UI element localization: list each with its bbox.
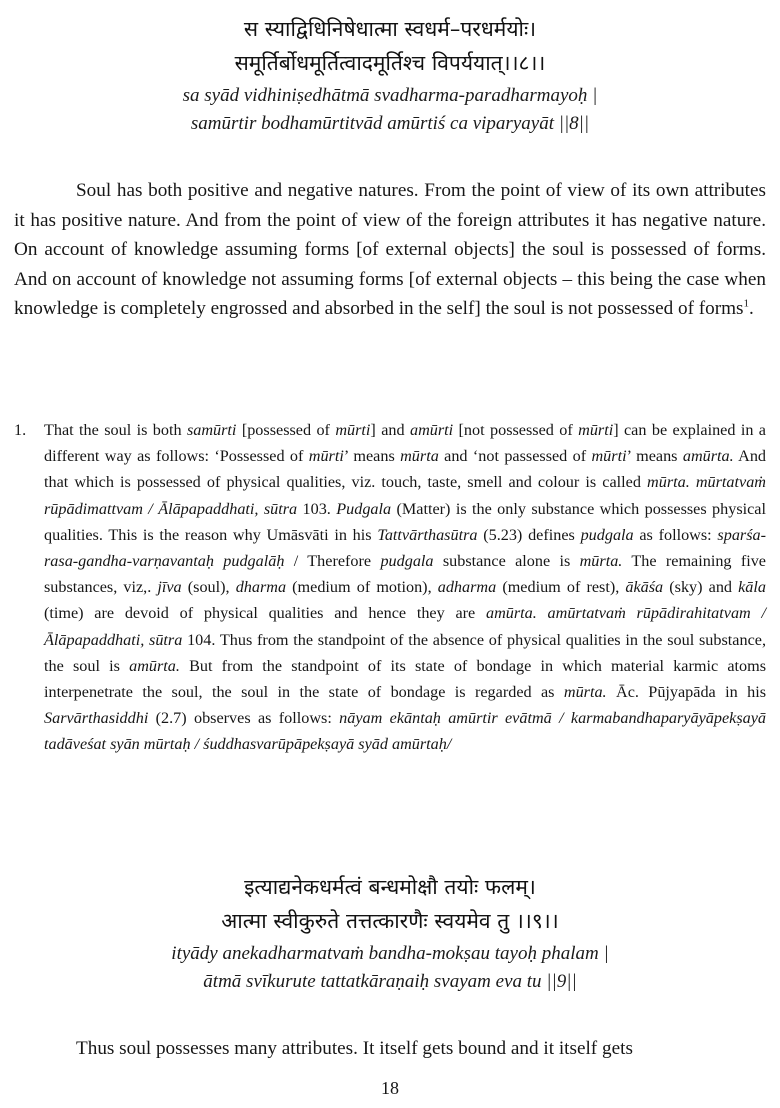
footnote-text-segment: 104. Thus from the standpoint of the absence of physical qualities in the soul substance, the soul is [44, 630, 766, 675]
verse-8-devanagari-line-1: स स्याद्विधिनिषेधात्मा स्वधर्म–परधर्मयोः। [243, 17, 537, 41]
footnote-italic-term: amūrta. [129, 656, 180, 675]
footnote-italic-term: mūrti [308, 447, 344, 466]
footnote-text [44, 417, 766, 758]
footnote-italic-term: mūrti [335, 421, 371, 439]
paragraph-2 [14, 1034, 766, 1064]
footnote-italic-term: ākāśa [625, 578, 664, 597]
verse-8-transliteration-line-2: samūrtir bodhamūrtitvād amūrtiś ca viparyayāt ||8|| [190, 113, 590, 134]
verse-8-devanagari-line-2: समूर्तिर्बोधमूर्तित्वादमूर्तिश्च विपर्ययात्।।८।। [234, 51, 546, 75]
footnote-text-segment: (soul), [181, 578, 236, 597]
footnote-text-segment: ] can be explained in a different way as follows: ‘Possessed of [44, 421, 766, 466]
footnote-reference: 1 [743, 297, 750, 310]
footnote-text-segment: and ‘not passessed of [438, 447, 592, 466]
footnote-text-segment: as follows: [633, 525, 718, 544]
footnote-text-segment: ] and [370, 421, 410, 439]
verse-9-transliteration-line-1: ityādy anekadharmatvaṁ bandha-mokṣau tayoḥ phalam | [171, 943, 609, 964]
footnote-text-segment: The remaining five substances, viz,. [44, 552, 766, 597]
footnote-italic-term: pudgala [580, 525, 634, 544]
footnote-italic-term: Pudgala [336, 499, 392, 518]
footnote-italic-term: mūrti [591, 447, 627, 466]
footnote-text-segment: (5.23) defines [477, 525, 581, 544]
footnote-italic-term: amūrti [409, 421, 454, 439]
verse-9 [0, 870, 780, 996]
footnote-italic-term: mūrti [578, 421, 614, 439]
verse-9-devanagari-line-1: इत्याद्यनेकधर्मत्वं बन्धमोक्षौ तयोः फलम्। [244, 875, 536, 899]
footnote-text-segment: (medium of rest), [496, 578, 626, 597]
page-number: 18 [381, 1078, 399, 1098]
verse-9-devanagari-line-2: आत्मा स्वीकुरुते तत्तत्कारणैः स्वयमेव तु ।।९।। [221, 909, 559, 933]
footnote-text-segment: (Matter) is the only substance which possesses physical qualities. This is the reason why Umāsvāti in his [44, 499, 766, 544]
footnote-italic-term: adharma [437, 578, 497, 597]
footnote-italic-term: jīva [157, 578, 182, 597]
verse-9-transliteration-line-2: ātmā svīkurute tattatkāraṇaiḥ svayam eva tu ||9|| [203, 971, 577, 992]
footnote-italic-term: mūrta. mūrtatvaṁ rūpādimattvam / Ālāpapaddhati, sūtra [44, 473, 766, 518]
footnote-italic-term: mūrta. [579, 552, 623, 571]
footnote-text-segment: substance alone is [433, 552, 580, 571]
footnote-italic-term: Sarvārthasiddhi [44, 709, 149, 728]
verse-8-transliteration-line-1: sa syād vidhiniṣedhātmā svadharma-paradharmayoḥ | [182, 85, 598, 106]
footnote-italic-term: sparśa-rasa-gandha-varṇavantaḥ pudgalāḥ [44, 525, 766, 571]
paragraph-1 [14, 176, 766, 324]
footnote-text-segment: (time) are devoid of physical qualities and hence they are [44, 604, 486, 623]
footnote-text-segment: / Therefore [284, 552, 381, 571]
footnote-text-segment: But from the standpoint of its state of bondage in which material karmic atoms interpenetrate the soul, the soul in the state of bondage is regarded as [44, 656, 766, 702]
footnote-italic-term: mūrta [400, 447, 439, 466]
footnote-italic-term: samūrti [186, 421, 237, 439]
footnote-text-segment: ’ means [343, 447, 401, 466]
footnote-text-segment: And that which is possessed of physical qualities, viz. touch, taste, smell and colour is called [44, 447, 767, 492]
footnote-italic-term: mūrta. [563, 683, 607, 702]
verse-8 [0, 12, 780, 138]
footnote-italic-term: amūrta. [682, 447, 734, 466]
footnote-number: 1. [14, 421, 27, 439]
paragraph-1-text: Soul has both positive and negative natures. From the point of view of its own attributes it has positive nature. And from the point of view of the foreign attributes it has negative nature. On account of knowledge assuming forms [of external objects] the soul is possessed of forms. And on account of knowledge not assuming forms [of external objects – this being the case when knowledge is completely engrossed and absorbed in the self] the soul is not possessed of forms [14, 180, 766, 319]
footnote-italic-term: pudgala [380, 552, 434, 571]
footnote-text-segment: [not possessed of [453, 421, 579, 439]
footnote-italic-term: dharma [235, 578, 287, 597]
paragraph-1-end: . [749, 298, 754, 319]
paragraph-2-text: Thus soul possesses many attributes. It itself gets bound and it itself gets [76, 1038, 633, 1059]
footnote-italic-term: amūrta. amūrtatvaṁ rūpādirahitatvam / Ālāpapaddhati, sūtra [44, 604, 767, 649]
footnote-text-segment: (2.7) observes as follows: [148, 709, 340, 728]
footnote-italic-term: kāla [738, 578, 766, 597]
footnote-text-segment: (medium of motion), [286, 578, 438, 597]
footnote-text-segment: ’ means [626, 447, 683, 466]
footnote-italic-term: nāyam ekāntaḥ amūrtir evātmā / karmabandhaparyāyāpekṣayā tadāveśat syān mūrtaḥ / śuddhasvarūpāpekṣayā syād amūrtaḥ/ [44, 709, 766, 754]
footnote-italic-term: Tattvārthasūtra [377, 525, 478, 544]
footnote-text-segment: 103. [297, 499, 337, 518]
footnote-text-segment: Āc. Pūjyapāda in his [606, 683, 767, 702]
footnote-1 [14, 417, 766, 758]
footnote-text-segment: That the soul is both [44, 421, 187, 439]
footnote-text-segment: [possessed of [236, 421, 336, 439]
footnote-text-segment: (sky) and [663, 578, 739, 597]
